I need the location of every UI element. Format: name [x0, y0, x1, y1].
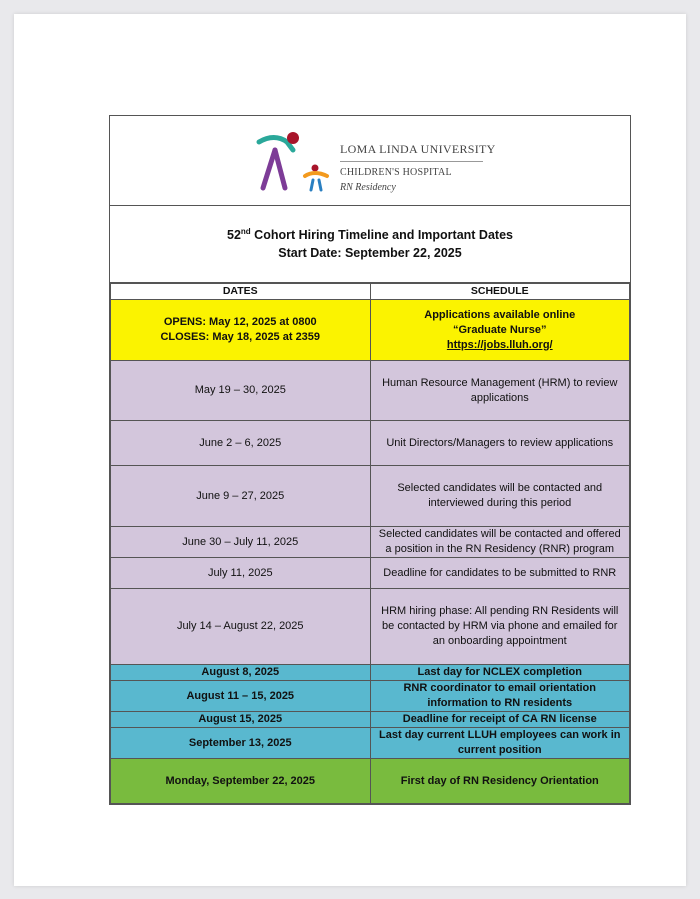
- date-cell: June 30 – July 11, 2025: [111, 527, 371, 558]
- date-cell: [111, 300, 371, 361]
- page-title: 52nd Cohort Hiring Timeline and Important Dates: [227, 226, 513, 242]
- date-cell: June 9 – 27, 2025: [111, 466, 371, 527]
- table-row: [111, 681, 630, 712]
- schedule-text: Applications available online: [424, 308, 576, 321]
- table-row: [111, 759, 630, 804]
- start-date-subtitle: Start Date: September 22, 2025: [278, 246, 462, 260]
- document: [109, 115, 631, 805]
- table-row: [111, 558, 630, 589]
- table-row: [111, 361, 630, 421]
- date-cell: August 15, 2025: [111, 712, 371, 728]
- page-sheet: [14, 14, 686, 886]
- date-cell: May 19 – 30, 2025: [111, 361, 371, 421]
- header-dates: DATES: [111, 284, 371, 300]
- schedule-cell: Deadline for candidates to be submitted to RNR: [370, 558, 630, 589]
- schedule-cell: Selected candidates will be contacted and offered a position in the RN Residency (RNR) program: [370, 527, 630, 558]
- program-name: RN Residency: [340, 182, 396, 193]
- org-subname: CHILDREN'S HOSPITAL: [340, 167, 452, 178]
- schedule-cell: Unit Directors/Managers to review applications: [370, 421, 630, 466]
- date-cell: June 2 – 6, 2025: [111, 421, 371, 466]
- closes-text: CLOSES: May 18, 2025 at 2359: [160, 331, 321, 343]
- schedule-cell: First day of RN Residency Orientation: [370, 759, 630, 804]
- schedule-cell: Last day current LLUH employees can work in current position: [370, 728, 630, 759]
- table-row: [111, 728, 630, 759]
- logo-text: [340, 142, 496, 193]
- opens-text: OPENS: May 12, 2025 at 0800: [163, 316, 317, 328]
- schedule-cell: HRM hiring phase: All pending RN Residents will be contacted by HRM via phone and emailed for an onboarding appointment: [370, 589, 630, 665]
- date-cell: September 13, 2025: [111, 728, 371, 759]
- logo-divider: [340, 161, 483, 162]
- schedule-text: “Graduate Nurse”: [452, 323, 547, 336]
- timeline-table: [110, 283, 630, 804]
- date-cell: August 8, 2025: [111, 665, 371, 681]
- schedule-cell: RNR coordinator to email orientation information to RN residents: [370, 681, 630, 712]
- logo-header: [110, 116, 630, 206]
- header-schedule: SCHEDULE: [370, 284, 630, 300]
- date-cell: Monday, September 22, 2025: [111, 759, 371, 804]
- date-cell: July 11, 2025: [111, 558, 371, 589]
- date-cell: July 14 – August 22, 2025: [111, 589, 371, 665]
- schedule-cell: Human Resource Management (HRM) to review applications: [370, 361, 630, 421]
- jobs-link[interactable]: https://jobs.lluh.org/: [446, 338, 553, 351]
- table-row: [111, 527, 630, 558]
- title-block: [110, 206, 630, 283]
- table-row: [111, 589, 630, 665]
- org-name: LOMA LINDA UNIVERSITY: [340, 142, 496, 156]
- table-row: [111, 466, 630, 527]
- table-row: [111, 665, 630, 681]
- schedule-cell: Last day for NCLEX completion: [370, 665, 630, 681]
- schedule-cell: Selected candidates will be contacted and interviewed during this period: [370, 466, 630, 527]
- hospital-logo-icon: [255, 128, 335, 194]
- schedule-cell: Deadline for receipt of CA RN license: [370, 712, 630, 728]
- table-header-row: [111, 284, 630, 300]
- schedule-cell: [370, 300, 630, 361]
- table-row: [111, 421, 630, 466]
- table-row-applications: [111, 300, 630, 361]
- date-cell: August 11 – 15, 2025: [111, 681, 371, 712]
- table-row: [111, 712, 630, 728]
